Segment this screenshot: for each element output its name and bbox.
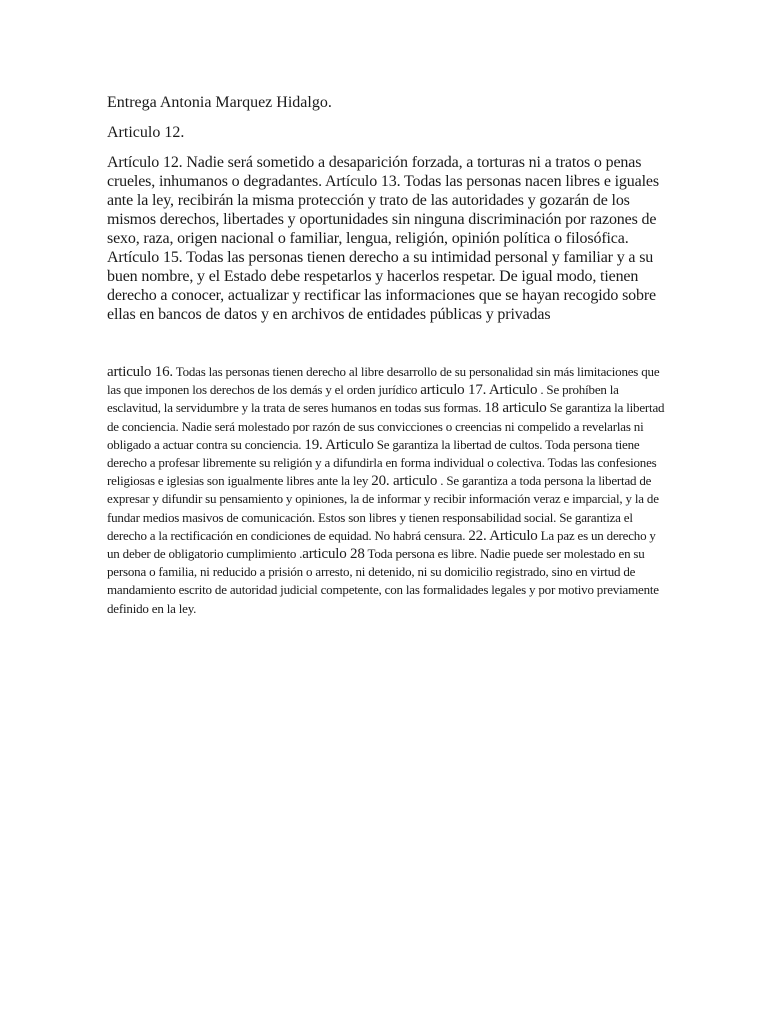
text-run: Todas las personas tienen derecho al libre desarrollo de su personalidad sin más limitaciones que las que imponen los derechos de los demás y el orden jurídico — [107, 364, 660, 398]
text-run: Se garantiza la libertad de cultos. Toda persona tiene derecho a profesar libremente su religión y a difundirla en forma individual o colectiva. Todas las confesiones religiosas e iglesias son igualmente libres ante la ley — [107, 436, 657, 489]
text-run: 20. articulo — [371, 473, 438, 490]
text-run: . Se prohíben la esclavitud, la servidumbre y la trata de seres humanos en todas sus formas. — [107, 382, 619, 416]
text-run: 22. Articulo — [468, 527, 538, 544]
text-run: articulo 28 — [302, 546, 365, 563]
author-line: Entrega Antonia Marquez Hidalgo. — [107, 94, 332, 111]
text-run: La paz es un derecho y un deber de obligatorio cumplimiento . — [107, 527, 656, 562]
paragraph-articles-16-28 — [107, 363, 667, 618]
text-run: articulo 17. Articulo — [420, 382, 538, 399]
text-run: articulo 16. — [107, 364, 173, 380]
text-run: 19. Articulo — [304, 436, 374, 453]
paragraph-articles-12-15: Artículo 12. Nadie será sometido a desaparición forzada, a torturas ni a tratos o penas crueles, inhumanos o degradantes. Artículo 13. Todas las personas nacen libres e iguales ante la ley, recibirán la misma protección y trato de las autoridades y gozarán de los mismos derechos, libertades y oportunidades sin ninguna discriminación por razones de sexo, raza, origen nacional o familiar, lengua, religión, opinión política o filosófica. Artículo 15. Todas las personas tienen derecho a su intimidad personal y familiar y a su buen nombre, y el Estado debe respetarlos y hacerlos respetar. De igual modo, tienen derecho a conocer, actualizar y rectificar las informaciones que se hayan recogido sobre ellas en bancos de datos y en archivos de entidades públicas y privadas — [107, 154, 659, 323]
text-run: Toda persona es libre. Nadie puede ser molestado en su persona o familia, ni reducido a prisión o arresto, ni detenido, ni su domicilio registrado, sino en virtud de mandamiento escrito de autoridad judicial competente, con las formalidades legales y por motivo previamente definido en la ley. — [107, 546, 659, 616]
text-run: . Se garantiza a toda persona la libertad de expresar y difundir su pensamiento y opiniones, la de informar y recibir información veraz e imparcial, y la de fundar medios masivos de comunicación. Estos son libres y tienen responsabilidad social. Se garantiza el derecho a la rectificación en condiciones de equidad. No habrá censura. — [107, 473, 659, 543]
article-heading: Articulo 12. — [107, 124, 185, 141]
text-run: 18 articulo — [484, 400, 547, 417]
text-run: Se garantiza la libertad de conciencia. Nadie será molestado por razón de sus convicciones o creencias ni compelido a revelarlas ni obligado a actuar contra su conciencia. — [107, 400, 665, 452]
